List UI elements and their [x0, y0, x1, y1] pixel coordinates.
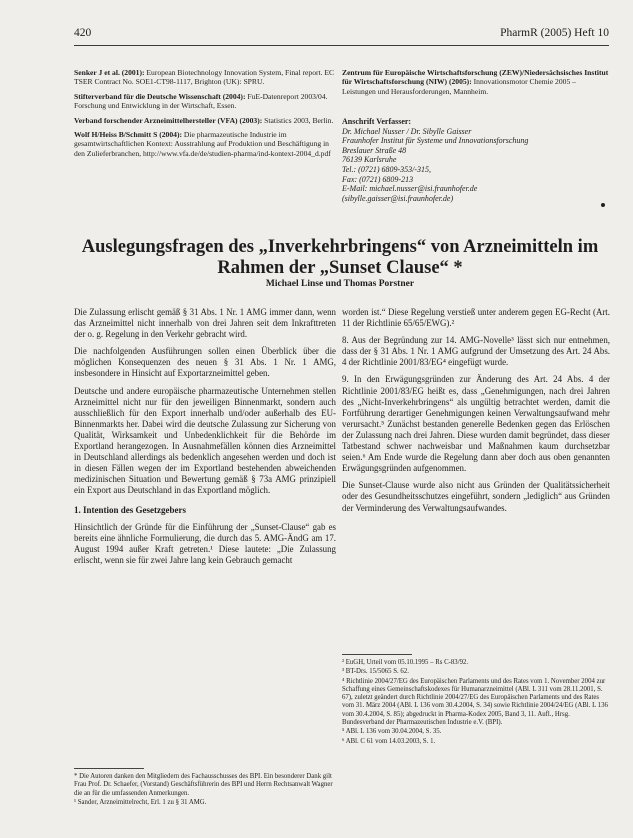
footnote: ¹ Sander, Arzneimittelrecht, Erl. 1 zu § 31 AMG.	[74, 798, 207, 806]
paragraph: worden ist.“ Diese Regelung verstieß unter anderem gegen EG-Recht (Art. 11 der Richtlinie 65/65/EWG).²	[342, 307, 610, 329]
address-line: Fax: (0721) 6809-213	[342, 174, 414, 184]
references-left	[74, 68, 336, 163]
section-heading: 1. Intention des Gesetzgebers	[74, 504, 186, 515]
footnotes-right	[342, 659, 610, 747]
footnote: ⁶ ABl. C 61 vom 14.03.2003, S. 1.	[342, 737, 436, 745]
footnote: ² EuGH, Urteil vom 05.10.1995 – Rs C-83/92.	[342, 659, 469, 666]
author-address	[342, 117, 610, 203]
footnotes-left	[74, 773, 336, 808]
address-line: Breslauer Straße 48	[342, 145, 407, 155]
address-line: 76139 Karlsruhe	[342, 155, 397, 165]
paragraph: 8. Aus der Begründung zur 14. AMG-Novelle³ lässt sich nur entnehmen, dass der § 31 Abs. 1 Nr. 1 AMG aufgrund der Umsetzung des Art. 24 Abs. 4 der Richtlinie 2001/83/EG⁴ eingefügt wurde.	[342, 335, 610, 368]
address-line: Dr. Michael Nusser / Dr. Sibylle Gaisser	[342, 126, 472, 136]
reference-item: Zentrum für Europäische Wirtschaftsforschung (ZEW)/Niedersächsisches Institut für Wirtschaftsforschung (NIW) (2005): Innovationsmotor Chemie 2005 – Leistungen und Herausforderungen, Mannheim.	[342, 68, 609, 96]
address-line: Tel.: (0721) 6809-353/-315,	[342, 164, 432, 174]
paragraph: 9. In den Erwägungsgründen zur Änderung des Art. 24 Abs. 4 der Richtlinie 2001/83/EG heißt es, dass „Genehmigungen, nach drei Jahren des „Nicht-Inverkehrbringens“ als ungültig betrachtet werden, damit die Fortführung derartiger Genehmigungen keinen Verwaltungsaufwand mehr verursacht.⁵ Zunächst bestanden generelle Bedenken gegen das Erlöschen der Zulassung nach drei Jahren. Diese wurden damit begründet, dass dieser Tatbestand schwer nachweisbar und Maßnahmen kaum durchsetzbar seien.⁶ Am Ende wurde die Regelung dann aber doch aus oben genannten Erwägungsgründen aufgenommen.	[342, 374, 610, 474]
paragraph: Die nachfolgenden Ausführungen sollen einen Überblick über die möglichen Konsequenzen des neuen § 31 Abs. 1 Nr. 1 AMG, insbesondere in Hinsicht auf Exportarzneimittel geben.	[74, 346, 336, 379]
article-authors: Michael Linse und Thomas Porstner	[265, 279, 415, 289]
header-rule	[74, 45, 609, 46]
address-title: Anschrift Verfasser:	[342, 117, 412, 126]
paragraph: Hinsichtlich der Gründe für die Einführung der „Sunset-Clause“ gab es bereits eine ähnliche Formulierung, die durch das 5. AMG-ÄndG am 17. August 1994 außer Kraft getreten.¹ Diese lautete: „Die Zulassung erlischt, wenn sie für zwei Jahre lang kein Gebrauch gemacht	[74, 521, 336, 565]
footnote: ⁴ Richtlinie 2004/27/EG des Europäischen Parlaments und des Rates vom 1. November 2004 zur Schaffung eines Gemeinschaftskodexes für Humanarzneimittel (ABl. L 311 vom 28.11.2001, S. 67), zuletzt geändert durch Richtlinie 2004/27/EG des Europäischen Parlaments und des Rates vom 31. März 2004 (ABl. L 136 vom 30.4.2004, S. 34) sowie Richtlinie 2004/24/EG (ABl. L 136 vom 30.4.2004, S. 85); abgedruckt in Pharma-Kodex 2005, Band 3, 11. Aufl., Hrsg. Bundesverband der Pharmazeutischen Industrie e.V. (BPI).	[342, 677, 608, 727]
address-line: Fraunhofer Institut für Systeme und Innovationsforschung	[342, 136, 529, 146]
footnote: ³ BT-Drs. 15/5065 S. 62.	[342, 668, 409, 676]
references-right	[342, 68, 610, 101]
footnote: ⁵ ABl. L 136 vom 30.04.2004, S. 35.	[342, 728, 442, 736]
page-number: 420	[74, 27, 92, 39]
reference-item: Wolf H/Heiss B/Schmitt S (2004): Die pharmazeutische Industrie im gesamtwirtschaftlichen Kontext: Ausstrahlung auf Produktion und Beschäftigung in den Zulieferbranchen, http://www.vfa.de/de/studien-pharma/ind-kontext-2004_d.pdf	[74, 130, 331, 158]
reference-item: Verband forschender Arzneimittelhersteller (VFA) (2003): Statistics 2003, Berlin.	[74, 115, 334, 125]
journal-reference: PharmR (2005) Heft 10	[500, 27, 609, 39]
paragraph: Deutsche und andere europäische pharmazeutische Unternehmen stellen Arzneimittel nicht nur für den jeweiligen Binnenmarkt, sondern auch ausschließlich für den Export innerhalb und/oder außerhalb des EU-Binnenmarkts her. Dabei wird die deutsche Zulassung zur Sicherung von Qualität, Wirksamkeit und Unbedenklichkeit für die Behörde im Exportland herangezogen. In Ausnahmefällen können dies Arzneimittel in Deutschland allerdings als bedenklich angesehen werden und doch ist in diesen Fällen wegen der im Exportland bestehenden abweichenden medizinischen Situation und Bewertung gemäß § 73a AMG prinzipiell ein Export aus Deutschland in das Exportland möglich.	[74, 385, 336, 496]
address-line: (sibylle.gaisser@isi.fraunhofer.de)	[342, 193, 454, 203]
body-column-left	[74, 307, 336, 572]
footnote-rule	[342, 654, 412, 655]
reference-item: Stifterverband für die Deutsche Wissenschaft (2004): FuE-Datenreport 2003/04. Forschung und Entwicklung in der Wirtschaft, Essen.	[74, 91, 328, 111]
paragraph: Die Sunset-Clause wurde also nicht aus Gründen der Qualitätssicherheit oder des Gesundheitsschutzes eingeführt, sondern „lediglich“ aus Gründen der Verminderung des Verwaltungsaufwandes.	[342, 480, 610, 513]
footnote-rule	[74, 768, 144, 769]
paragraph: Die Zulassung erlischt gemäß § 31 Abs. 1 Nr. 1 AMG immer dann, wenn das Arzneimittel nicht innerhalb von drei Jahren seit dem Inkrafttreten der o. g. Regelung in den Verkehr gebracht wird.	[74, 307, 336, 340]
address-line: E-Mail: michael.nusser@isi.fraunhofer.de	[342, 184, 478, 194]
end-mark-icon	[601, 203, 605, 207]
reference-item: Senker J et al. (2001): European Biotechnology Innovation System, Final report. EC TSER Contract No. SOE1-CT98-1117, Brighton (UK): SPRU.	[74, 68, 335, 87]
article-title: Auslegungsfragen des „Inverkehrbringens“ von Arzneimitteln im Rahmen der „Sunset Clause“ *	[81, 237, 599, 278]
body-column-right	[342, 307, 610, 520]
footnote: * Die Autoren danken den Mitgliedern des Fachausschusses des BPI. Ein besonderer Dank gilt Frau Prof. Dr. Schaefer, (Vorstand) Geschäftsführerin des BPI und Herrn Rechtsanwalt Wagner die an für die umfassenden Anmerkungen.	[74, 773, 333, 797]
